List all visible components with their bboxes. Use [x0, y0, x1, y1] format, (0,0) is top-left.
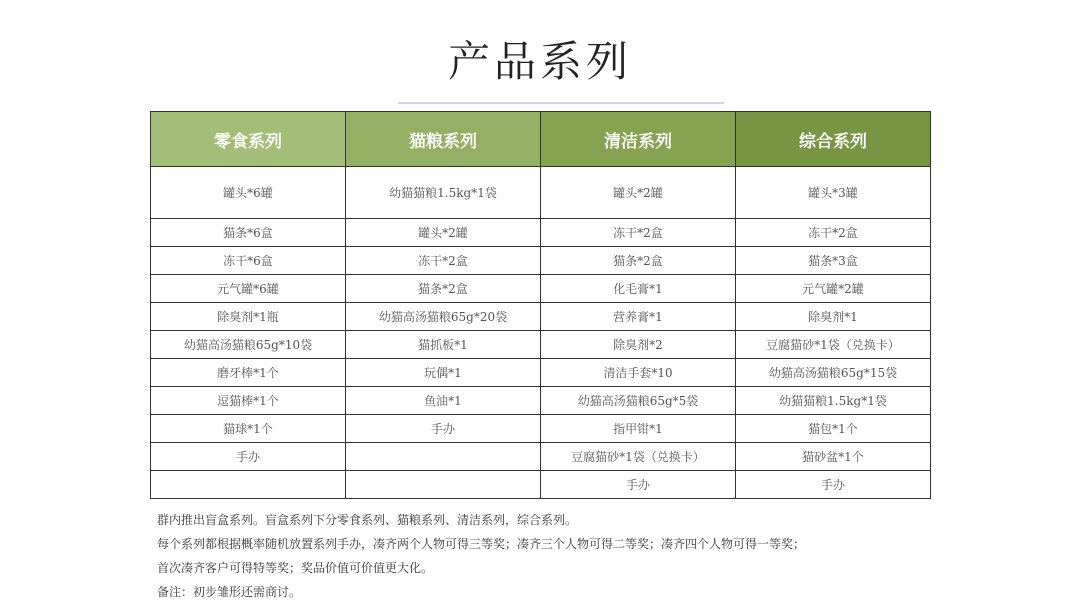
- table-row: [151, 247, 931, 275]
- table-cell: 猫条*2盒: [541, 247, 736, 275]
- table-cell: [346, 443, 541, 471]
- table-cell: 元气罐*6罐: [151, 275, 346, 303]
- note-line: 备注：初步雏形还需商讨。: [157, 585, 302, 599]
- table-row: [151, 219, 931, 247]
- table-cell: 玩偶*1: [346, 359, 541, 387]
- note-line: 首次凑齐客户可得特等奖；奖品价值可价值更大化。: [157, 561, 434, 575]
- table-cell: 猫条*3盒: [736, 247, 931, 275]
- column-header-cat-food: 猫粮系列: [346, 112, 541, 167]
- table-cell: 除臭剂*1: [736, 303, 931, 331]
- table-cell: [151, 471, 346, 499]
- table-row: [151, 275, 931, 303]
- table-row: [151, 331, 931, 359]
- note-line: 每个系列都根据概率随机放置系列手办，凑齐两个人物可得三等奖；凑齐三个人物可得二等奖；凑齐四个人物可得一等奖；: [157, 537, 806, 551]
- table-cell: 冻干*2盒: [346, 247, 541, 275]
- table-body: [151, 167, 931, 499]
- product-series-table: [150, 111, 931, 499]
- table-header-row: [151, 112, 931, 167]
- table-cell: [346, 471, 541, 499]
- table-row: [151, 415, 931, 443]
- table-cell: 幼猫高汤猫粮65g*5袋: [541, 387, 736, 415]
- column-header-cleaning: 清洁系列: [541, 112, 736, 167]
- table-cell: 幼猫猫粮1.5kg*1袋: [736, 387, 931, 415]
- table-row: [151, 471, 931, 499]
- table-cell: 元气罐*2罐: [736, 275, 931, 303]
- table-cell: 手办: [151, 443, 346, 471]
- table-cell: 鱼油*1: [346, 387, 541, 415]
- table-cell: 罐头*3罐: [736, 167, 931, 219]
- table-cell: 冻干*6盒: [151, 247, 346, 275]
- table-cell: 化毛膏*1: [541, 275, 736, 303]
- table-row: [151, 359, 931, 387]
- table-cell: 豆腐猫砂*1袋（兑换卡）: [736, 331, 931, 359]
- table-cell: 猫砂盆*1个: [736, 443, 931, 471]
- note-line: 群内推出盲盒系列。盲盒系列下分零食系列、猫粮系列、清洁系列，综合系列。: [157, 513, 578, 527]
- table-cell: 猫条*6盒: [151, 219, 346, 247]
- table-cell: 罐头*2罐: [541, 167, 736, 219]
- title-underline: [398, 102, 724, 104]
- table-cell: 磨牙棒*1个: [151, 359, 346, 387]
- table-cell: 手办: [346, 415, 541, 443]
- table-row: [151, 387, 931, 415]
- table-cell: 除臭剂*1瓶: [151, 303, 346, 331]
- table-cell: 冻干*2盒: [541, 219, 736, 247]
- column-header-snacks: 零食系列: [151, 112, 346, 167]
- table-cell: 猫球*1个: [151, 415, 346, 443]
- table-cell: 除臭剂*2: [541, 331, 736, 359]
- column-header-combo: 综合系列: [736, 112, 931, 167]
- table-cell: 手办: [736, 471, 931, 499]
- table-cell: 手办: [541, 471, 736, 499]
- page-title: 产品系列: [447, 37, 632, 86]
- table-row: [151, 167, 931, 219]
- table-row: [151, 443, 931, 471]
- table-cell: 幼猫猫粮1.5kg*1袋: [346, 167, 541, 219]
- table-cell: 逗猫棒*1个: [151, 387, 346, 415]
- table-cell: 猫抓板*1: [346, 331, 541, 359]
- table-cell: 营养膏*1: [541, 303, 736, 331]
- table-row: [151, 303, 931, 331]
- table-cell: 指甲钳*1: [541, 415, 736, 443]
- table-cell: 猫包*1个: [736, 415, 931, 443]
- table-cell: 幼猫高汤猫粮65g*20袋: [346, 303, 541, 331]
- table-cell: 冻干*2盒: [736, 219, 931, 247]
- table-cell: 幼猫高汤猫粮65g*10袋: [151, 331, 346, 359]
- table-cell: 罐头*6罐: [151, 167, 346, 219]
- table-cell: 猫条*2盒: [346, 275, 541, 303]
- table-cell: 罐头*2罐: [346, 219, 541, 247]
- table-cell: 豆腐猫砂*1袋（兑换卡）: [541, 443, 736, 471]
- notes-section: [157, 508, 805, 604]
- table-cell: 幼猫高汤猫粮65g*15袋: [736, 359, 931, 387]
- table-cell: 清洁手套*10: [541, 359, 736, 387]
